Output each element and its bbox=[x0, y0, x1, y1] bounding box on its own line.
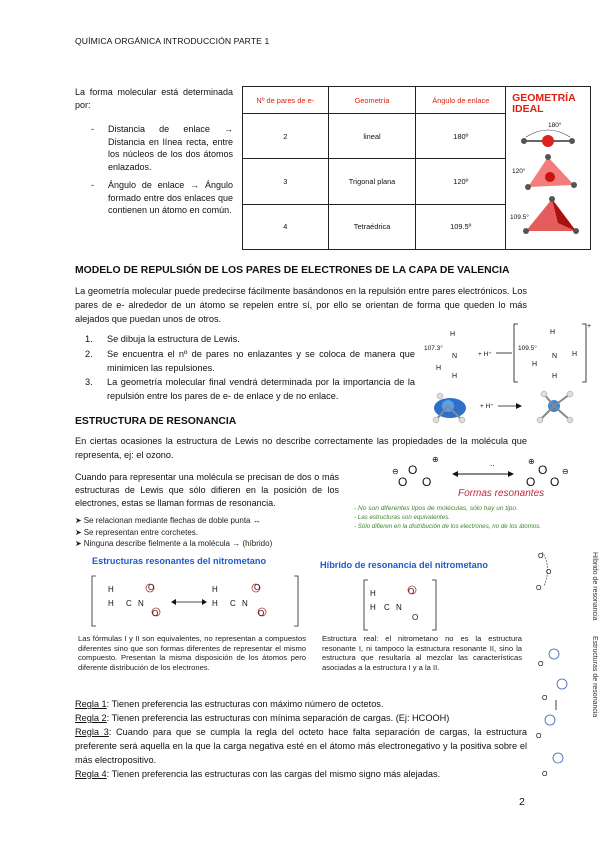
list-item: ➤ Se representan entre corchetes. bbox=[75, 527, 198, 537]
section-title-vsepr: MODELO DE REPULSIÓN DE LOS PARES DE ELECTRONES DE LA CAPA DE VALENCIA bbox=[75, 265, 510, 276]
vsepr-steps bbox=[75, 333, 415, 405]
resonance-rules bbox=[75, 698, 527, 781]
cell-geometry: Tetraédrica bbox=[328, 204, 416, 249]
list-item: 2. Se encuentra el nº de pares no enlazantes y se coloca de manera que minimicen las repulsiones. bbox=[85, 348, 415, 373]
img-angle-109: 109.5° bbox=[510, 214, 529, 221]
linear-shape bbox=[521, 121, 575, 147]
list-item: ➤ Se relacionan mediante flechas de doble punta ↔ bbox=[75, 516, 261, 525]
svg-text:O: O bbox=[148, 583, 155, 592]
svg-text:H: H bbox=[552, 373, 558, 380]
fig-right-title: Híbrido de resonancia del nitrometano bbox=[320, 560, 488, 570]
svg-text:C: C bbox=[126, 599, 132, 608]
svg-text:H: H bbox=[550, 329, 556, 336]
fig-left-title: Estructuras resonantes del nitrometano bbox=[92, 556, 267, 566]
col-header-angle: Ángulo de enlace bbox=[416, 87, 506, 114]
formas-resonantes-label: Formas resonantes bbox=[458, 488, 545, 499]
svg-text:H: H bbox=[450, 331, 456, 338]
img-angle-120: 120° bbox=[512, 168, 526, 175]
svg-text:O: O bbox=[546, 569, 552, 576]
rule-2: Regla 2: Tienen preferencia las estructuras con mínima separación de cargas. (Ej: HCOOH) bbox=[75, 712, 450, 723]
svg-text:..: .. bbox=[490, 459, 495, 468]
geometry-table bbox=[242, 86, 591, 250]
cell-angle: 109.5º bbox=[416, 204, 506, 249]
svg-text:O: O bbox=[422, 475, 432, 489]
svg-text:H: H bbox=[436, 365, 442, 372]
svg-text:O: O bbox=[536, 733, 542, 740]
nitromethane-resonance-structures bbox=[78, 572, 308, 630]
svg-text:O: O bbox=[542, 695, 548, 702]
cell-angle: 120º bbox=[416, 159, 506, 204]
svg-text:C: C bbox=[384, 603, 390, 612]
cell-pairs: 4 bbox=[243, 204, 329, 249]
formas-note: - No son diferentes tipos de moléculas, sólo hay un tipo. bbox=[354, 505, 518, 512]
svg-text:O: O bbox=[538, 661, 544, 668]
svg-text:N: N bbox=[396, 603, 402, 612]
cell-geometry: Trigonal plana bbox=[328, 159, 416, 204]
arrow-bullet-icon: ➤ bbox=[75, 527, 82, 537]
side-label-hybrid: Híbrido de resonancia bbox=[591, 552, 598, 621]
svg-text:O: O bbox=[538, 553, 544, 560]
svg-text:N: N bbox=[552, 353, 558, 360]
vsepr-paragraph: La geometría molecular puede predecirse fácilmente basándonos en la repulsión entre pares electrónicos. Los pares de e- alrededor de un átomo se repelen entre sí, por ello se orientan de forma que queden lo más alejados que puedan unos de otros. bbox=[75, 286, 527, 324]
fig-right-text: Estructura real: el nitrometano no es la estructura resonante I, ni tampoco la estructura resonante II, sino la estructura que resultaría al mezclar las características asociadas a la estructura I y a la II. bbox=[322, 634, 522, 672]
svg-text:O: O bbox=[412, 613, 419, 622]
svg-text:O: O bbox=[538, 463, 548, 477]
resonance-paragraph-2: Cuando para representar una molécula se precisan de dos o más estructuras de Lewis que sólo difieren en la posición de los electrones, estas se llaman formas de resonancia. bbox=[75, 472, 339, 508]
svg-text:H: H bbox=[452, 373, 458, 380]
svg-text:O: O bbox=[408, 463, 418, 477]
intro-block bbox=[75, 86, 233, 217]
col-header-geometry: Geometría bbox=[328, 87, 416, 114]
svg-text:O: O bbox=[550, 475, 560, 489]
cell-pairs: 2 bbox=[243, 114, 329, 159]
fig-left-text: Las fórmulas I y II son equivalentes, no representan a compuestos diferentes sino que son formas diferentes de representar el mismo compuesto. Presentan la misma disposición de los átomos pero diferente distribución de los electrones. bbox=[78, 634, 306, 672]
angle-left-label: 107.3° bbox=[424, 345, 443, 352]
svg-text:O: O bbox=[258, 609, 265, 618]
svg-text:O: O bbox=[398, 475, 408, 489]
svg-text:⊖: ⊖ bbox=[392, 467, 399, 476]
bullet-bond-distance: - Distancia de enlace → Distancia en línea recta, entre los núcleos de los dos átomos enlazados. bbox=[75, 123, 233, 173]
rule-1: Regla 1: Tienen preferencia las estructuras con máximo número de octetos. bbox=[75, 699, 384, 709]
geometry-shapes-figure bbox=[508, 115, 588, 237]
svg-text:O: O bbox=[526, 475, 536, 489]
img-angle-180: 180° bbox=[548, 122, 562, 129]
list-item: ➤ Ninguna describe fielmente a la molécula → (híbrido) bbox=[75, 539, 273, 548]
svg-text:H: H bbox=[108, 585, 114, 594]
intro-text: La forma molecular está determinada por: bbox=[75, 87, 233, 110]
svg-text:H: H bbox=[370, 589, 376, 598]
resonance-marks bbox=[75, 515, 272, 550]
bullet-bond-angle: - Ángulo de enlace → Ángulo formado entre dos enlaces que contienen un átomo en común. bbox=[75, 179, 233, 217]
list-item: 3. La geometría molecular final vendrá determinada por la importancia de la repulsión entre los pares de e- de enlace y de no enlace. bbox=[85, 377, 415, 402]
svg-text:H: H bbox=[108, 599, 114, 608]
svg-text:⊕: ⊕ bbox=[528, 457, 535, 466]
list-item: 1. Se dibuja la estructura de Lewis. bbox=[85, 334, 240, 344]
svg-text:H: H bbox=[212, 585, 218, 594]
geometry-image-cell bbox=[506, 87, 591, 250]
charge-plus: + bbox=[587, 323, 592, 330]
col-header-pairs: Nº de pares de e- bbox=[243, 87, 329, 114]
svg-text:O: O bbox=[536, 585, 542, 592]
ammonia-protonation-figure bbox=[422, 320, 594, 432]
svg-text:C: C bbox=[230, 599, 236, 608]
side-hybrid-figure bbox=[528, 540, 584, 630]
proton-label-2: + H⁺ bbox=[480, 403, 494, 410]
section-title-resonance: ESTRUCTURA DE RESONANCIA bbox=[75, 416, 237, 427]
side-label-structures: Estructuras de resonancia bbox=[591, 636, 598, 718]
svg-text:O: O bbox=[254, 583, 261, 592]
rule-4: Regla 4: Tienen preferencia las estructuras con las cargas del mismo signo más alejadas. bbox=[75, 768, 441, 779]
svg-text:⊖: ⊖ bbox=[562, 467, 569, 476]
svg-text:O: O bbox=[408, 587, 415, 596]
side-resonance-figure bbox=[528, 640, 584, 786]
svg-text:H: H bbox=[532, 361, 538, 368]
rule-3: Regla 3: Cuando para que se cumpla la regla del octeto hace falta separación de cargas, la estructura preferente será aquella en la que la carga negativa esté en el átomo más electronegativo y la positiva sobre el más electropositivo. bbox=[75, 726, 527, 765]
svg-text:H: H bbox=[370, 603, 376, 612]
svg-text:N: N bbox=[138, 599, 144, 608]
trigonal-shape bbox=[512, 154, 577, 190]
svg-text:⊕: ⊕ bbox=[432, 455, 439, 464]
geometry-title: GEOMETRÍA IDEAL bbox=[512, 92, 576, 115]
svg-text:H: H bbox=[572, 351, 578, 358]
page-header: QUÍMICA ORGÁNICA INTRODUCCIÓN PARTE 1 bbox=[75, 36, 270, 46]
page-number: 2 bbox=[519, 796, 525, 808]
svg-text:O: O bbox=[542, 771, 548, 778]
cell-pairs: 3 bbox=[243, 159, 329, 204]
svg-text:H: H bbox=[212, 599, 218, 608]
proton-label: + H⁺ bbox=[478, 351, 492, 358]
resonance-paragraph-1: En ciertas ocasiones la estructura de Lewis no describe correctamente las propiedades de la molécula que representa, ej: el ozono. bbox=[75, 436, 527, 460]
cell-angle: 180º bbox=[416, 114, 506, 159]
formas-note: - Sólo difieren en la distribución de los electrones, no de los átomos. bbox=[354, 523, 542, 530]
svg-text:O: O bbox=[152, 609, 159, 618]
tetrahedral-shape bbox=[510, 196, 579, 234]
cell-geometry: lineal bbox=[328, 114, 416, 159]
angle-right-label: 109.5° bbox=[518, 345, 537, 352]
formas-note: - Las estructuras son equivalentes. bbox=[354, 514, 450, 521]
ozone-resonance-figure bbox=[350, 452, 596, 534]
svg-text:N: N bbox=[452, 353, 458, 360]
arrow-bullet-icon: ➤ bbox=[75, 539, 82, 548]
nitromethane-hybrid-structure bbox=[360, 576, 440, 634]
svg-text:N: N bbox=[242, 599, 248, 608]
arrow-bullet-icon: ➤ bbox=[75, 516, 82, 525]
